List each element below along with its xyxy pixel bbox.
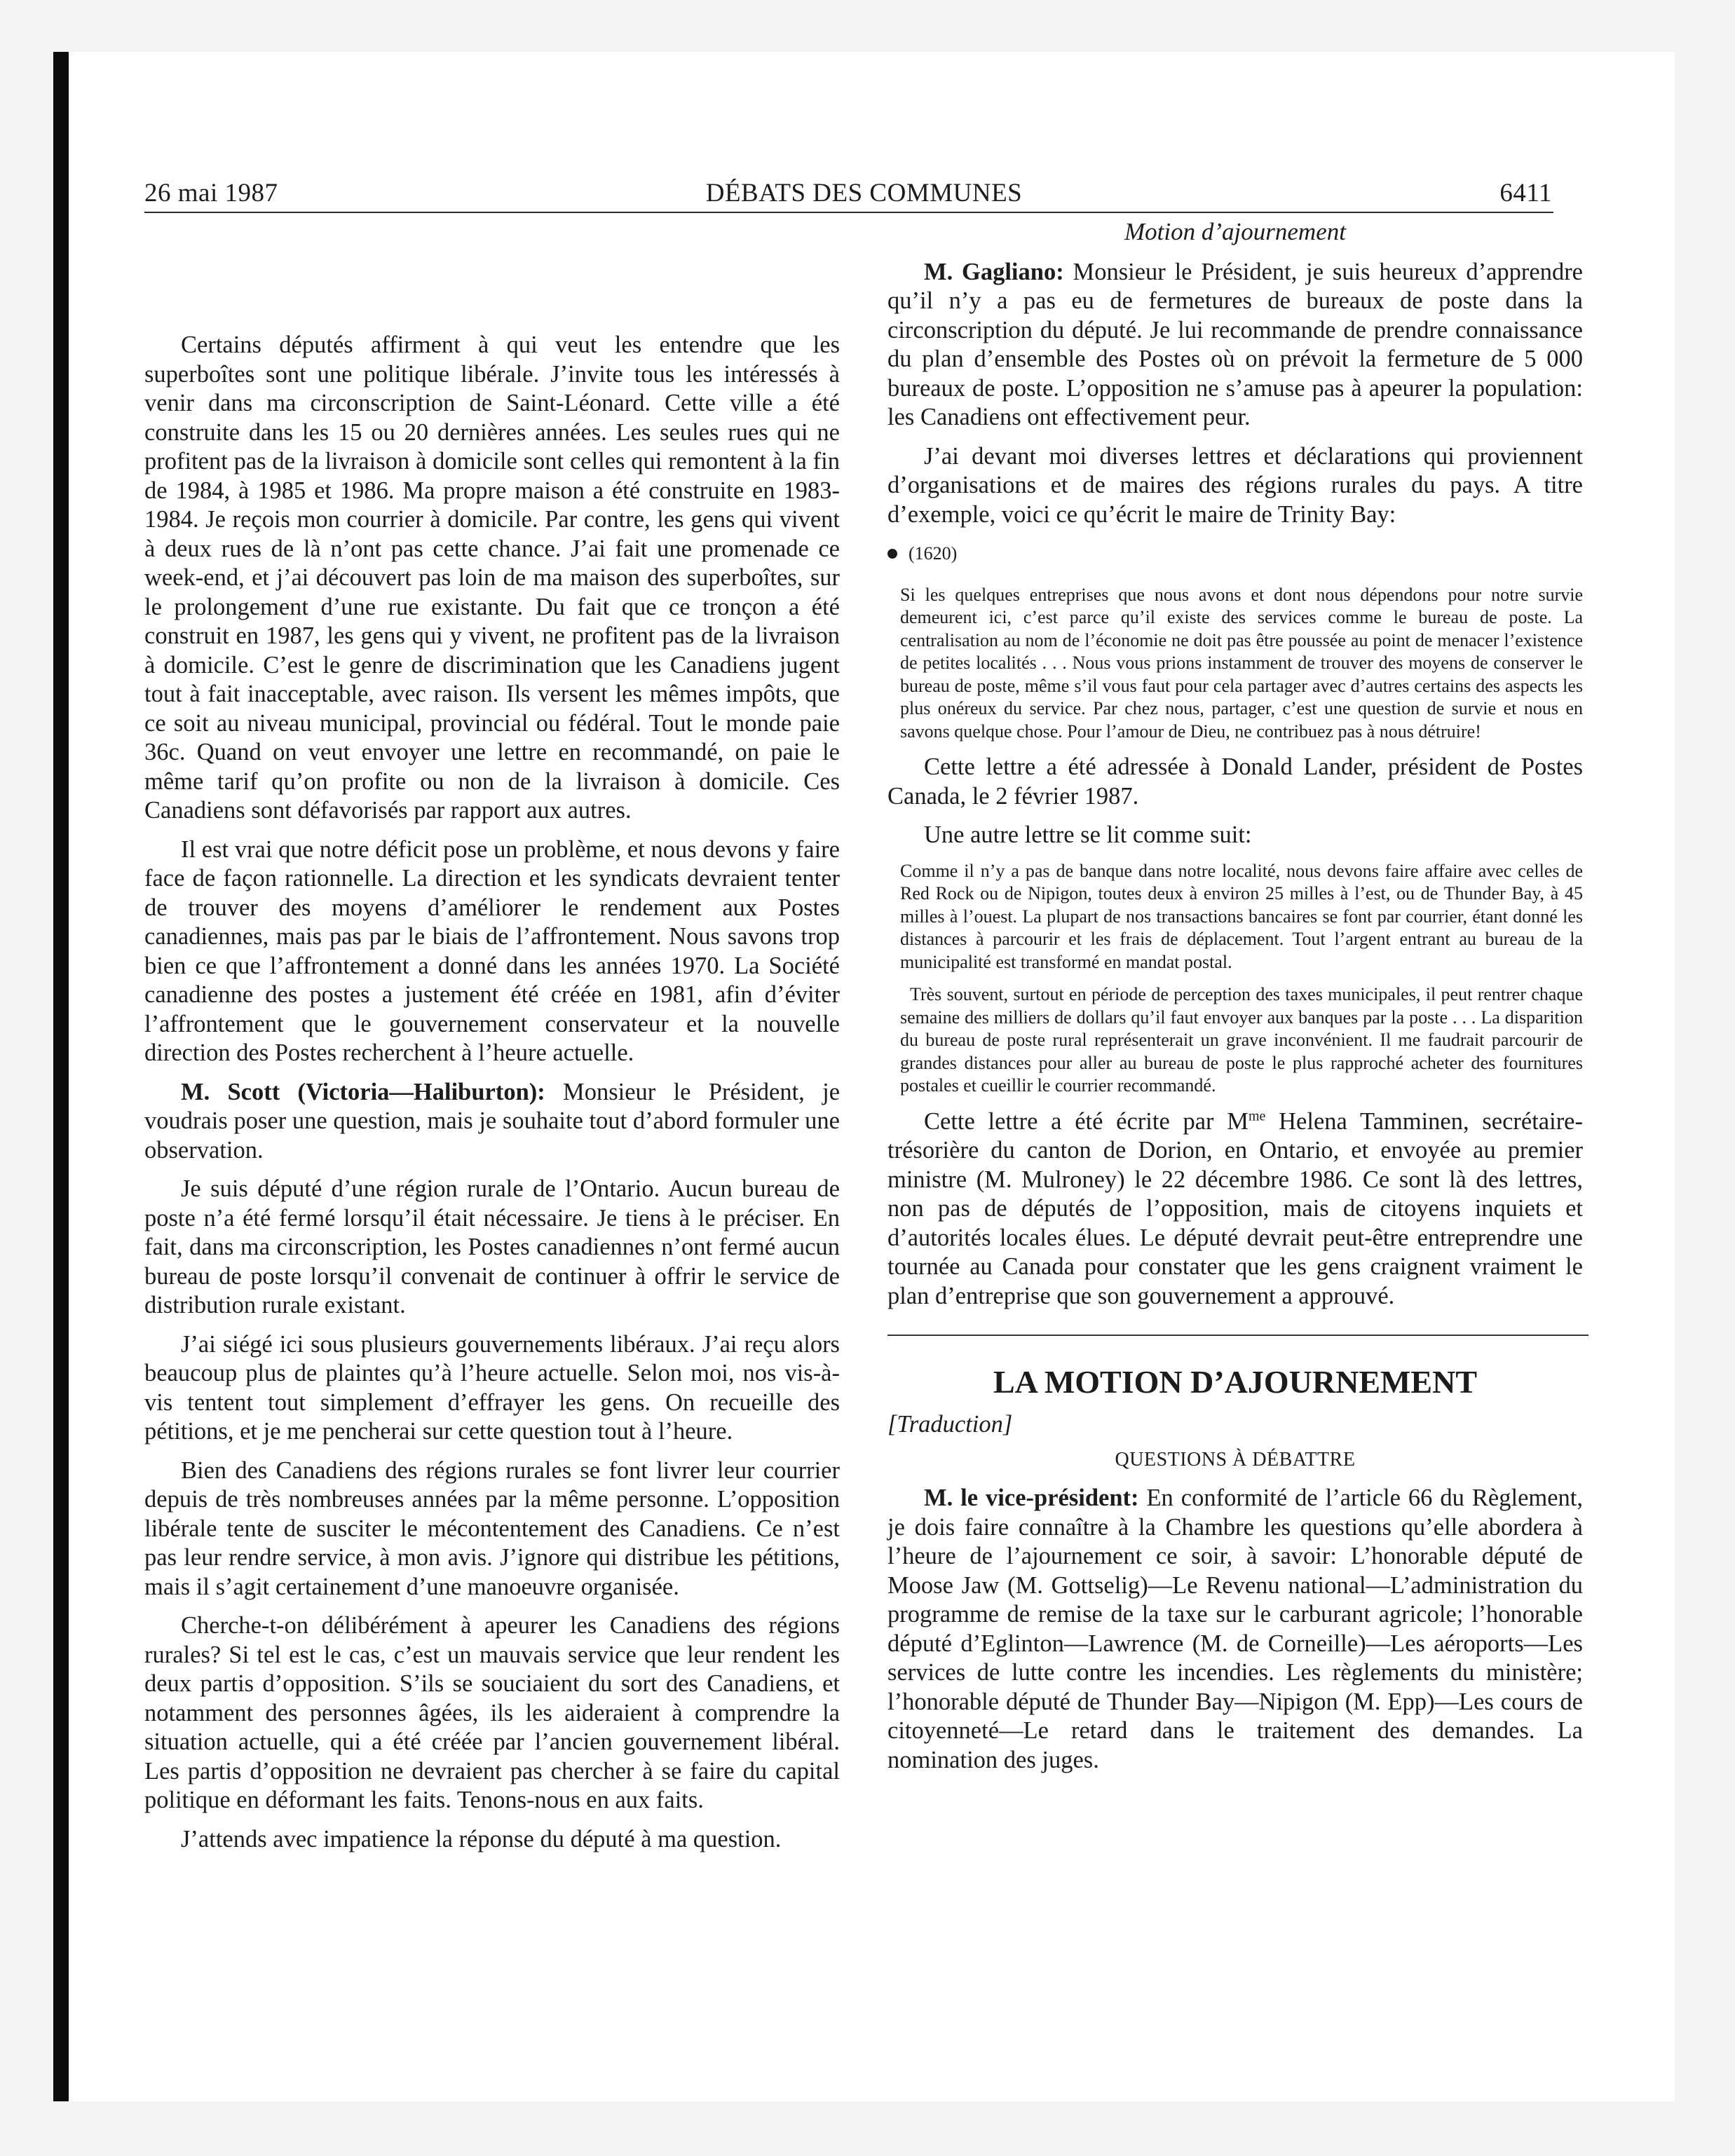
time-mark [887,539,1583,568]
speech-text: Monsieur le Président, je voudrais poser une question, mais je souhaite tout d’abord formuler une observation. [144,1078,841,1164]
paragraph: J’ai devant moi diverses lettres et déclarations qui proviennent d’organisations et de maires des régions rurales du pays. A titre d’exemple, voici ce qu’écrit le maire de Trinity Bay: [887,442,1583,528]
running-head: Motion d’ajournement [1124,218,1346,245]
superscript: me [1248,1108,1266,1124]
paragraph-tamminen [887,1107,1583,1311]
speaker-name: M. Scott (Victoria—Haliburton): [181,1078,545,1105]
section-title: LA MOTION D’AJOURNEMENT [993,1364,1478,1400]
speech-vice-president [887,1484,1583,1775]
paragraph: Il est vrai que notre déficit pose un problème, et nous devons y faire face de façon rationnelle. La direction et les syndicats devraient tenter de trouver des moyens d’améliorer le rendement aux Postes canadiennes, mais pas par le biais de l’affrontement. Nous savons trop bien ce que l’affrontement a donné dans les années 1970. La Société canadienne des postes a justement été créée en 1981, afin d’éviter l’affrontement que le gouvernement conservateur et la nouvelle direction des Postes recherchent à l’heure actuelle. [144,835,840,1066]
text-run: Cette lettre a été écrite par M [924,1107,1248,1135]
paragraph: J’ai siégé ici sous plusieurs gouvernements libéraux. J’ai reçu alors beaucoup plus de plaintes qu’à l’heure actuelle. Selon moi, nos vis-à-vis tentent tout simplement d’effrayer les gens. On recueille des pétitions, et je me pencherai sur cette question tout à l’heure. [144,1330,840,1445]
paragraph: Cherche-t-on délibérément à apeurer les Canadiens des régions rurales? Si tel est le cas, c’est un mauvais service que leur rendent les deux partis d’opposition. S’ils se souciaient du sort des Canadiens, et notamment des personnes âgées, ils les aideraient à comprendre la situation actuelle, qui a été créée par l’ancien gouvernement libéral. Les partis d’opposition ne devraient pas chercher à se faire du capital politique en déformant les faits. Tenons-nous en aux faits. [144,1612,840,1813]
speech-gagliano [887,258,1583,432]
translation-note: [Traduction] [887,1411,1013,1438]
speaker-name: M. Gagliano: [924,258,1064,285]
paragraph: Je suis député d’une région rurale de l’Ontario. Aucun bureau de poste n’a été fermé lorsqu’il était nécessaire. Je tiens à le préciser. En fait, dans ma circonscription, les Postes canadiennes n’ont fermé aucun bureau de poste lorsqu’il convenait de continuer à offrir le service de distribution rurale existant. [144,1175,840,1318]
paragraph: Bien des Canadiens des régions rurales se font livrer leur courrier depuis de très nombreuses années par la même personne. L’opposition libérale tente de susciter le mécontentement des Canadiens. Ce n’est pas leur rendre service, à mon avis. J’ignore qui distribue les pétitions, mais il s’agit certainement d’une manoeuvre organisée. [144,1456,840,1600]
speech-text: Monsieur le Président, je suis heureux d’apprendre qu’il n’y a pas eu de fermetures de bureaux de poste dans la circonscription du député. Je lui recommande de prendre connaissance du plan d’ensemble des Postes où on prévoit la fermeture de 5 000 bureaux de poste. L’opposition ne s’amuse pas à apeurer la population: les Canadiens ont effectivement peur. [887,258,1583,430]
paragraph: Certains députés affirment à qui veut les entendre que les superboîtes sont une politique libérale. J’invite tous les intéressés à venir dans ma circonscription de Saint-Léonard. Cette ville a été construite dans les 15 ou 20 dernières années. Les seules rues qui ne profitent pas de la livraison à domicile sont celles qui remontent à la fin de 1984, à 1985 et 1986. Ma propre maison a été construite en 1983-1984. Je reçois mon courrier à domicile. Par contre, les gens qui vivent à deux rues de là n’ont pas cette chance. J’ai fait une promenade ce week-end, et j’ai découvert pas loin de ma maison des superboîtes, sur le prolongement d’une rue existante. Du fait que ce tronçon a été construit en 1987, les gens qui y vivent, ne profitent pas de la livraison à domicile. C’est le genre de discrimination que les Canadiens jugent tout à fait inacceptable, avec raison. Ils versent les mêmes impôts, que ce soit au niveau municipal, provincial ou fédéral. Tout le monde paie 36c. Quand on veut envoyer une lettre en recommandé, on paie le même tarif qu’on profite ou non de la livraison à domicile. Ces Canadiens sont défavorisés par rapport aux autres. [144,332,840,824]
text-run: Helena Tamminen, secrétaire-trésorière du canton de Dorion, en Ontario, et envoyée au premier ministre (M. Mulroney) le 22 décembre 1986. Ce sont là des lettres, non pas de députés de l’opposition, mais de citoyens inquiets et d’autorités locales élues. Le député devrait peut-être entreprendre une tournée au Canada pour constater que les gens craignent vraiment le plan d’entreprise que son gouvernement a approuvé. [887,1107,1583,1309]
quoted-letter: Si les quelques entreprises que nous avons et dont nous dépendons pour notre survie demeurent ici, c’est parce qu’il existe des services comme le bureau de poste. La centralisation au nom de l’économie ne doit pas être poussée au point de menacer l’existence de petites localités . . . Nous vous prions instamment de trouver des moyens de conserver le bureau de poste, même s’il vous faut pour cela partager avec d’autres certains des aspects les plus onéreux du service. Par chez nous, partager, c’est une question de survie et nous en savons quelque chose. Pour l’amour de Dieu, ne contribuez pas à nous détruire! [900,584,1583,742]
quoted-letter: Très souvent, surtout en période de perception des taxes municipales, il peut rentrer chaque semaine des milliers de dollars qu’il faut envoyer aux banques par la poste . . . La disparition du bureau de poste rural représenterait un grave inconvénient. Il me faudrait parcourir de grandes distances pour aller au bureau de poste le plus rapproché acheter des fournitures postales et cueillir le courrier recommandé. [900,984,1583,1096]
time-mark-text: (1620) [909,543,958,564]
subheading: QUESTIONS À DÉBATTRE [1115,1448,1356,1471]
paragraph: Cette lettre a été adressée à Donald Lander, président de Postes Canada, le 2 février 1987. [887,753,1583,810]
header-title: DÉBATS DES COMMUNES [705,179,1023,207]
speech-text: En conformité de l’article 66 du Règlement, je dois faire connaître à la Chambre les questions qu’elle abordera à l’heure de l’ajournement ce soir, à savoir: L’honorable député de Moose Jaw (M. Gottselig)—Le Revenu national—L’administration du programme de remise de la taxe sur le carburant agricole; l’honorable député d’Eglinton—Lawrence (M. de Corneille)—Les aéroports—Les services de lutte contre les incendies. Les règlements du ministère; l’honorable député de Thunder Bay—Nipigon (M. Epp)—Les cours de citoyenneté—Le retard dans le traitement des demandes. La nomination des juges. [887,1485,1583,1773]
left-column [144,217,840,1864]
paragraph: J’attends avec impatience la réponse du député à ma question. [181,1825,782,1853]
quoted-letter: Comme il n’y a pas de banque dans notre localité, nous devons faire affaire avec celles de Red Rock ou de Nipigon, toutes deux à environ 25 milles à l’est, ou de Thunder Bay, à 45 milles à l’ouest. La plupart de nos transactions bancaires se font par courrier, étant donné les distances à parcourir et les frais de déplacement. Tout l’argent entrant au bureau de la municipalité est transformé en mandat postal. [900,860,1583,972]
header-page-number: 6411 [1499,179,1552,207]
header-rule [144,212,1553,213]
speech-scott [144,1078,840,1166]
header-date: 26 mai 1987 [144,179,278,207]
speaker-name: M. le vice-président: [924,1485,1139,1511]
section-rule [887,1335,1588,1336]
document-page [53,52,1675,2101]
bullet-icon [887,549,897,559]
binding-edge [53,52,69,2101]
right-column [887,217,1583,1785]
paragraph: Une autre lettre se lit comme suit: [924,821,1252,848]
